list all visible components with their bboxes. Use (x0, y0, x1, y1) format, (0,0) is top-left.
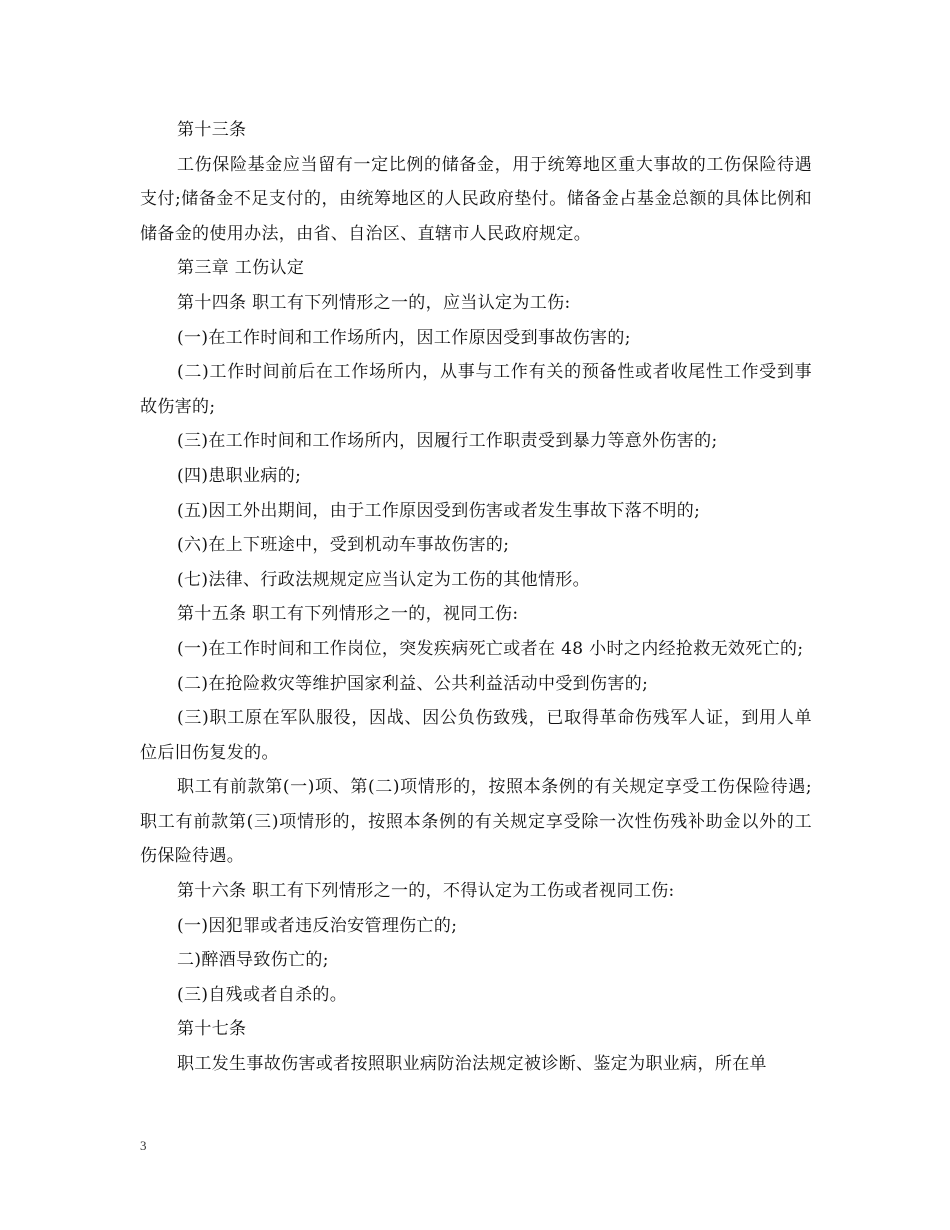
article-15-item-2: (二)在抢险救灾等维护国家利益、公共利益活动中受到伤害的; (177, 673, 649, 694)
page-number: 3 (140, 1138, 147, 1153)
article-16-item-2: 二)醉酒导致伤亡的; (177, 950, 329, 971)
article-14-item-6: (六)在上下班途中，受到机动车事故伤害的; (177, 535, 510, 556)
chapter-3-heading: 第三章 工伤认定 (177, 258, 305, 279)
article-15-item-3: (三)职工原在军队服役，因战、因公负伤致残，已取得革命伤残军人证，到用人单位后旧伤复发的。 (140, 708, 812, 763)
article-14-item-3: (三)在工作时间和工作场所内，因履行工作职责受到暴力等意外伤害的; (177, 431, 718, 452)
article-16-item-3: (三)自残或者自杀的。 (177, 984, 348, 1005)
paragraph-reserve-fund: 工伤保险基金应当留有一定比例的储备金，用于统筹地区重大事故的工伤保险待遇支付;储备金不足支付的，由统筹地区的人民政府垫付。储备金占基金总额的具体比例和储备金的使用办法，由省、自治区、直辖市人民政府规定。 (140, 154, 812, 244)
article-14-item-7: (七)法律、行政法规规定应当认定为工伤的其他情形。 (177, 569, 591, 590)
article-17-paragraph: 职工发生事故伤害或者按照职业病防治法规定被诊断、鉴定为职业病，所在单 (177, 1054, 767, 1075)
article-16-heading: 第十六条 职工有下列情形之一的，不得认定为工伤或者视同工伤: (177, 881, 675, 902)
article-14-heading: 第十四条 职工有下列情形之一的，应当认定为工伤: (177, 292, 571, 313)
article-14-item-4: (四)患职业病的; (177, 465, 302, 486)
article-13-heading: 第十三条 (177, 120, 247, 140)
article-15-heading: 第十五条 职工有下列情形之一的，视同工伤: (177, 604, 519, 625)
article-14-item-1: (一)在工作时间和工作场所内，因工作原因受到事故伤害的; (177, 327, 631, 348)
article-14-item-5: (五)因工外出期间，由于工作原因受到伤害或者发生事故下落不明的; (177, 500, 701, 521)
article-15-treatment-paragraph: 职工有前款第(一)项、第(二)项情形的，按照本条例的有关规定享受工伤保险待遇;职工有前款第(三)项情形的，按照本条例的有关规定享受除一次性伤残补助金以外的工伤保险待遇。 (140, 777, 812, 867)
article-14-item-2: (二)工作时间前后在工作场所内，从事与工作有关的预备性或者收尾性工作受到事故伤害的; (140, 362, 812, 417)
article-16-item-1: (一)因犯罪或者违反治安管理伤亡的; (177, 915, 458, 936)
document-body (140, 113, 812, 1082)
article-15-item-1: (一)在工作时间和工作岗位，突发疾病死亡或者在 48 小时之内经抢救无效死亡的; (177, 638, 804, 659)
article-17-heading: 第十七条 (177, 1019, 247, 1040)
